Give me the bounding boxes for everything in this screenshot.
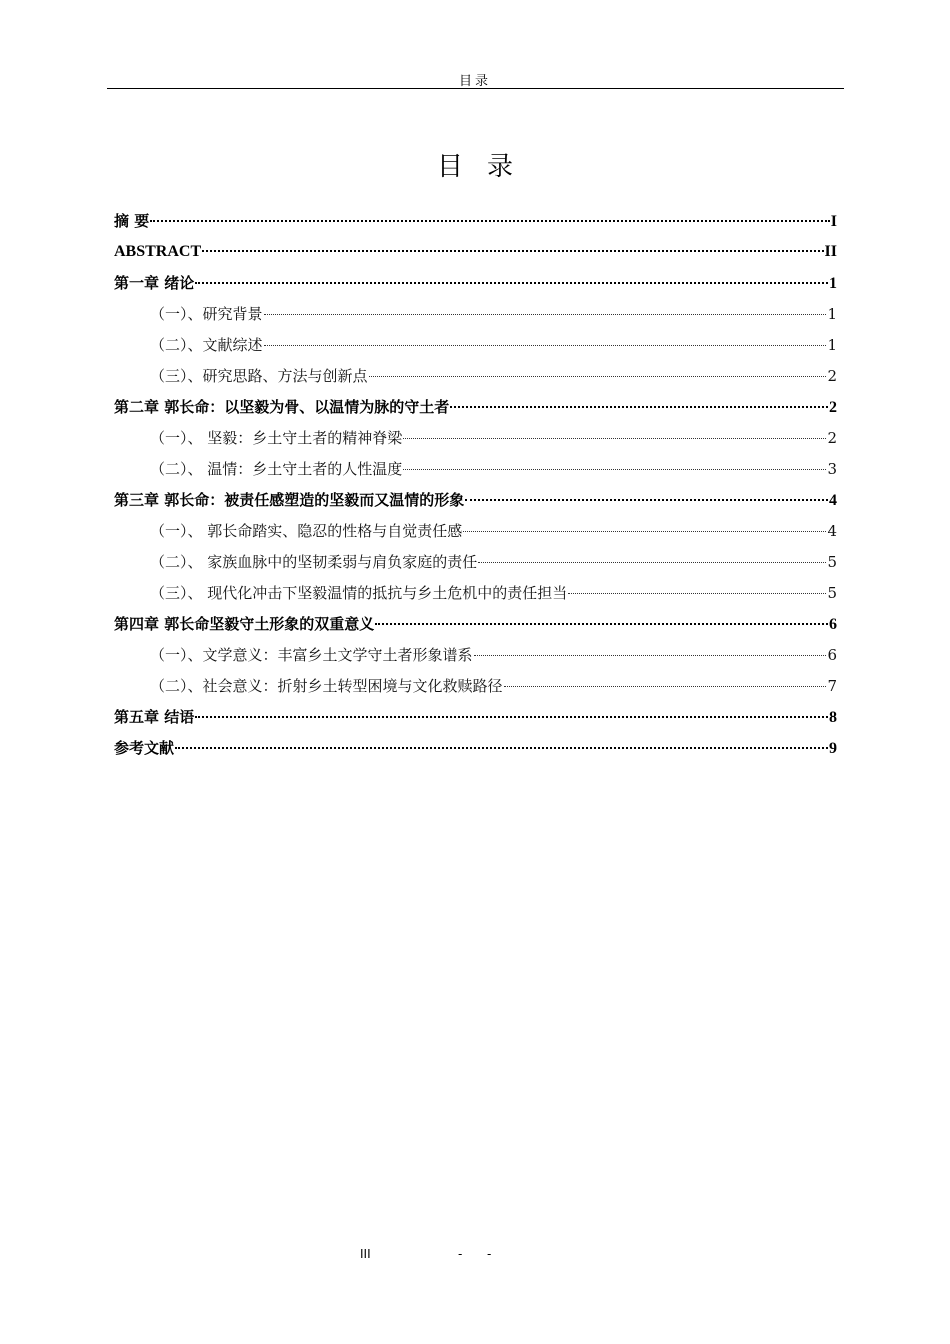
toc-entry-label: 参考文献	[114, 739, 175, 757]
toc-dot-leader	[369, 376, 827, 377]
toc-entry-label: 第三章 郭长命：被责任感塑造的坚毅而又温情的形象	[114, 491, 465, 509]
header-rule	[107, 88, 844, 89]
toc-entry-page: 1	[827, 336, 837, 354]
toc-entry-page: 4	[827, 522, 837, 540]
toc-entry-section[interactable]	[114, 580, 837, 611]
toc-entry-section[interactable]	[114, 456, 837, 487]
toc-entry-section[interactable]	[114, 518, 837, 549]
toc-entry-label: 摘 要	[114, 212, 150, 230]
footer-dash-right: -	[487, 1247, 492, 1261]
toc-entry-page: 6	[829, 616, 837, 633]
toc-entry-label: （二）、文献综述	[150, 336, 263, 354]
toc-entry-page: 5	[827, 584, 837, 602]
toc-entry-label: 第四章 郭长命坚毅守土形象的双重意义	[114, 615, 375, 633]
toc-dot-leader	[375, 623, 828, 625]
toc-dot-leader	[568, 593, 826, 594]
toc-dot-leader	[465, 499, 828, 501]
toc-dot-leader	[450, 406, 828, 408]
toc-entry-chapter[interactable]	[114, 611, 837, 642]
toc-dot-leader	[264, 314, 827, 315]
toc-entry-chapter[interactable]	[114, 394, 837, 425]
toc-dot-leader	[474, 655, 827, 656]
toc-entry-label: 第二章 郭长命：以坚毅为骨、以温情为脉的守土者	[114, 398, 450, 416]
toc-entry-chapter[interactable]	[114, 487, 837, 518]
toc-entry-section[interactable]	[114, 332, 837, 363]
toc-dot-leader	[504, 686, 827, 687]
toc-entry-label: （一）、文学意义：丰富乡土文学守土者形象谱系	[150, 646, 473, 664]
page-footer	[0, 1247, 950, 1267]
toc-dot-leader	[403, 469, 826, 470]
toc-dot-leader	[195, 716, 828, 718]
toc-entry-label: （二）、 家族血脉中的坚韧柔弱与肩负家庭的责任	[150, 553, 478, 571]
footer-dash-left: -	[458, 1247, 463, 1261]
toc-entry-label: （二）、 温情：乡土守土者的人性温度	[150, 460, 403, 478]
toc-entry-section[interactable]	[114, 642, 837, 673]
toc-dot-leader	[264, 345, 827, 346]
toc-entry-page: II	[824, 243, 837, 260]
toc-entry-label: ABSTRACT	[114, 243, 202, 260]
page-title: 目录	[436, 152, 537, 182]
toc-entry-section[interactable]	[114, 301, 837, 332]
toc-entry-page: 2	[829, 399, 837, 416]
toc-dot-leader	[202, 250, 823, 252]
toc-entry-page: 3	[827, 460, 837, 478]
toc-entry-label: 第五章 结语	[114, 708, 195, 726]
toc-entry-label: （一）、 郭长命踏实、隐忍的性格与自觉责任感	[150, 522, 463, 540]
toc-entry-page: 4	[829, 492, 837, 509]
toc-entry-chapter[interactable]	[114, 270, 837, 301]
toc-entry-chapter[interactable]	[114, 239, 837, 270]
running-header: 目录	[458, 74, 491, 89]
toc-entry-page: 2	[827, 367, 837, 385]
toc-entry-page: 8	[829, 709, 837, 726]
table-of-contents	[114, 208, 837, 766]
toc-entry-page: 7	[827, 677, 837, 695]
toc-dot-leader	[175, 747, 828, 749]
toc-entry-chapter[interactable]	[114, 208, 837, 239]
toc-dot-leader	[150, 220, 830, 222]
toc-entry-chapter[interactable]	[114, 704, 837, 735]
toc-entry-page: 9	[829, 740, 837, 757]
toc-entry-section[interactable]	[114, 425, 837, 456]
toc-entry-section[interactable]	[114, 673, 837, 704]
toc-entry-label: （三）、 现代化冲击下坚毅温情的抵抗与乡土危机中的责任担当	[150, 584, 568, 602]
toc-entry-label: （二）、社会意义：折射乡土转型困境与文化救赎路径	[150, 677, 503, 695]
toc-entry-page: 1	[827, 305, 837, 323]
toc-dot-leader	[195, 282, 828, 284]
page-number: III	[360, 1247, 371, 1261]
toc-entry-page: I	[830, 213, 837, 230]
toc-entry-label: （一）、 坚毅：乡土守土者的精神脊梁	[150, 429, 403, 447]
toc-dot-leader	[463, 531, 826, 532]
toc-entry-section[interactable]	[114, 363, 837, 394]
toc-entry-page: 5	[827, 553, 837, 571]
toc-dot-leader	[478, 562, 826, 563]
toc-entry-page: 6	[827, 646, 837, 664]
toc-entry-page: 2	[827, 429, 837, 447]
toc-entry-chapter[interactable]	[114, 735, 837, 766]
toc-dot-leader	[403, 438, 826, 439]
toc-entry-page: 1	[829, 275, 837, 292]
toc-entry-label: 第一章 绪论	[114, 274, 195, 292]
toc-entry-label: （一）、研究背景	[150, 305, 263, 323]
toc-entry-label: （三）、研究思路、方法与创新点	[150, 367, 368, 385]
toc-entry-section[interactable]	[114, 549, 837, 580]
